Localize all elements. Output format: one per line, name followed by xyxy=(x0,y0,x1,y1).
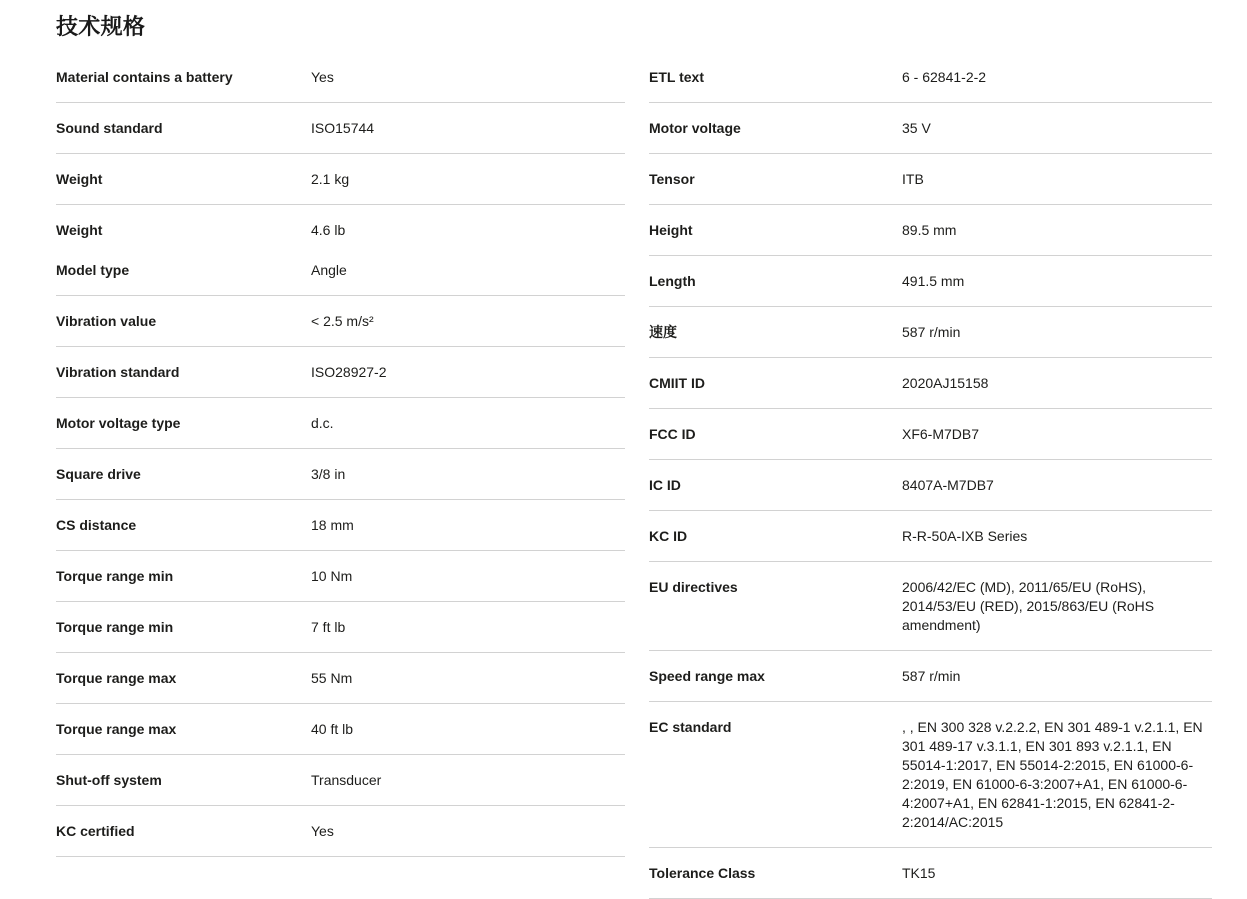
spec-label: Height xyxy=(649,222,693,238)
spec-value: d.c. xyxy=(311,415,334,431)
spec-value: 3/8 in xyxy=(311,466,346,482)
spec-row xyxy=(649,511,1212,562)
spec-value: 55 Nm xyxy=(311,670,353,686)
spec-row xyxy=(56,347,625,398)
spec-row xyxy=(649,562,1212,651)
spec-value: 2020AJ15158 xyxy=(902,375,989,391)
spec-value: 18 mm xyxy=(311,517,354,533)
spec-label: Torque range min xyxy=(56,568,174,584)
spec-row xyxy=(56,602,625,653)
spec-row xyxy=(56,500,625,551)
spec-row xyxy=(56,296,625,347)
spec-label: Motor voltage xyxy=(649,120,741,136)
spec-label: Sound standard xyxy=(56,120,163,136)
spec-value: XF6-M7DB7 xyxy=(902,426,980,442)
spec-label: FCC ID xyxy=(649,426,696,442)
spec-row xyxy=(649,256,1212,307)
spec-label: Length xyxy=(649,273,696,289)
spec-label: EU directives xyxy=(649,579,738,595)
spec-value: , , EN 300 328 v.2.2.2, EN 301 489-1 v.2.1.1, EN 301 489-17 v.3.1.1, EN 301 893 v.2.1.1, EN 55014-1:2017, EN 55014-2:2015, EN 61000-6-2:2019, EN 61000-6-3:2007+A1, EN 61000-6-4:2007+A1, EN 62841-1:2015, EN 62841-2-2:2014/AC:2015 xyxy=(902,719,1203,830)
spec-label: Tolerance Class xyxy=(649,865,756,881)
spec-row xyxy=(56,806,625,857)
spec-value: R-R-50A-IXB Series xyxy=(902,528,1028,544)
spec-row xyxy=(649,848,1212,899)
spec-value: ITB xyxy=(902,171,924,187)
spec-label: Model type xyxy=(56,262,130,278)
spec-value: < 2.5 m/s² xyxy=(311,313,374,329)
spec-row xyxy=(649,460,1212,511)
spec-table-left xyxy=(56,52,625,857)
spec-row xyxy=(56,398,625,449)
spec-row xyxy=(56,755,625,806)
spec-row xyxy=(649,651,1212,702)
spec-label: Torque range max xyxy=(56,721,177,737)
spec-row xyxy=(56,245,625,296)
spec-value: ISO15744 xyxy=(311,120,375,136)
spec-label: Material contains a battery xyxy=(56,69,233,85)
spec-row xyxy=(56,52,625,103)
spec-value: 4.6 lb xyxy=(311,222,346,238)
spec-value: Transducer xyxy=(311,772,382,788)
spec-tables-container xyxy=(56,52,1212,899)
spec-row xyxy=(649,409,1212,460)
spec-label: Torque range min xyxy=(56,619,174,635)
spec-value: 7 ft lb xyxy=(311,619,346,635)
spec-value: ISO28927-2 xyxy=(311,364,387,380)
spec-row xyxy=(649,358,1212,409)
spec-value: 6 - 62841-2-2 xyxy=(902,69,987,85)
spec-value: 10 Nm xyxy=(311,568,353,584)
spec-value: TK15 xyxy=(902,865,936,881)
spec-row xyxy=(56,551,625,602)
spec-value: Yes xyxy=(311,69,334,85)
spec-value: 40 ft lb xyxy=(311,721,354,737)
spec-label: Motor voltage type xyxy=(56,415,181,431)
spec-value: 587 r/min xyxy=(902,324,961,340)
spec-table-right xyxy=(649,52,1212,899)
spec-label: CMIIT ID xyxy=(649,375,705,391)
page-title: 技术规格 xyxy=(56,14,146,39)
spec-row xyxy=(649,52,1212,103)
spec-label: KC ID xyxy=(649,528,688,544)
spec-value: 35 V xyxy=(902,120,931,136)
spec-row xyxy=(56,205,625,245)
spec-row xyxy=(649,702,1212,848)
spec-label: IC ID xyxy=(649,477,681,493)
spec-label: ETL text xyxy=(649,69,704,85)
spec-row xyxy=(649,205,1212,256)
spec-label: EC standard xyxy=(649,719,732,735)
spec-label: KC certified xyxy=(56,823,135,839)
spec-label: Torque range max xyxy=(56,670,177,686)
spec-value: 8407A-M7DB7 xyxy=(902,477,994,493)
spec-label: Weight xyxy=(56,171,103,187)
spec-label: Shut-off system xyxy=(56,772,162,788)
spec-row xyxy=(56,653,625,704)
spec-row xyxy=(649,307,1212,358)
spec-value: 89.5 mm xyxy=(902,222,957,238)
spec-label: Vibration standard xyxy=(56,364,180,380)
spec-label: CS distance xyxy=(56,517,137,533)
spec-value: Angle xyxy=(311,262,347,278)
spec-row xyxy=(56,449,625,500)
spec-value: 2.1 kg xyxy=(311,171,350,187)
spec-value: 2006/42/EC (MD), 2011/65/EU (RoHS), 2014/53/EU (RED), 2015/863/EU (RoHS amendment) xyxy=(902,579,1155,633)
spec-label: 速度 xyxy=(649,324,677,340)
spec-value: 491.5 mm xyxy=(902,273,965,289)
spec-label: Weight xyxy=(56,222,103,238)
spec-row xyxy=(649,103,1212,154)
spec-value: 587 r/min xyxy=(902,668,961,684)
spec-row xyxy=(56,103,625,154)
spec-label: Vibration value xyxy=(56,313,157,329)
spec-row xyxy=(56,154,625,205)
spec-label: Square drive xyxy=(56,466,141,482)
spec-value: Yes xyxy=(311,823,334,839)
spec-label: Tensor xyxy=(649,171,695,187)
spec-label: Speed range max xyxy=(649,668,765,684)
spec-row xyxy=(56,704,625,755)
spec-row xyxy=(649,154,1212,205)
